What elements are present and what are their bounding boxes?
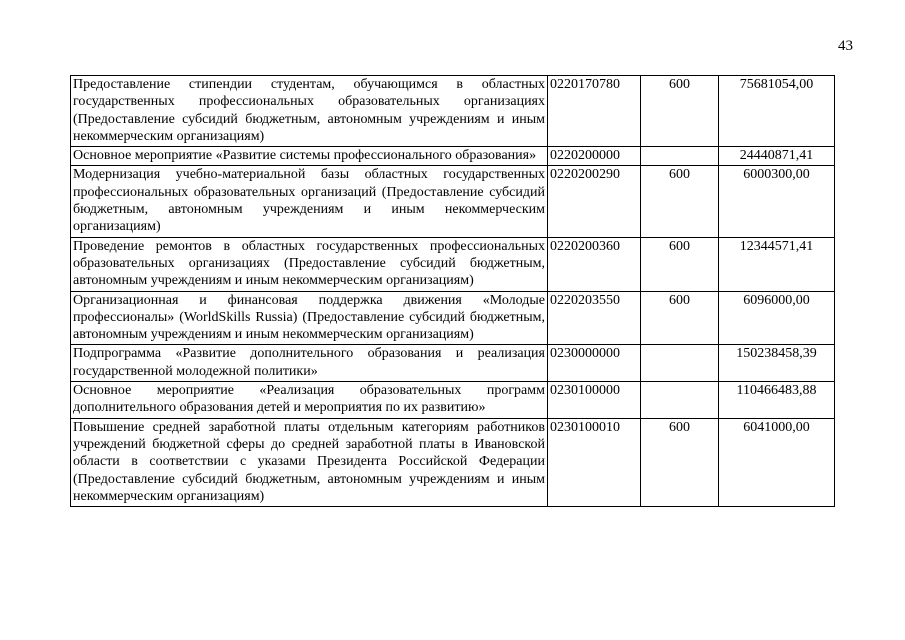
row-target-code: 0220170780 bbox=[548, 76, 641, 147]
row-description: Предоставление стипендии студентам, обучающимся в областных государственных профессиональных образовательных организациях (Предоставление субсидий бюджетным, автономным учреждениям и иным некоммерческим организациям) bbox=[71, 76, 548, 147]
row-amount: 6041000,00 bbox=[719, 418, 835, 506]
table-row bbox=[71, 345, 835, 382]
table-row bbox=[71, 382, 835, 419]
row-target-code: 0220200000 bbox=[548, 147, 641, 166]
row-amount: 12344571,41 bbox=[719, 237, 835, 291]
table-row bbox=[71, 147, 835, 166]
row-description: Проведение ремонтов в областных государственных профессиональных образовательных организациях (Предоставление субсидий бюджетным, автономным учреждениям и иным некоммерческим организациям) bbox=[71, 237, 548, 291]
budget-table bbox=[70, 75, 835, 507]
row-expense-type bbox=[641, 345, 719, 382]
page-number: 43 bbox=[838, 38, 853, 54]
row-target-code: 0220200360 bbox=[548, 237, 641, 291]
row-expense-type: 600 bbox=[641, 291, 719, 345]
row-description: Основное мероприятие «Реализация образовательных программ дополнительного образования детей и мероприятия по их развитию» bbox=[71, 382, 548, 419]
row-description: Модернизация учебно-материальной базы областных государственных профессиональных образовательных организаций (Предоставление субсидий бюджетным, автономным учреждениям и иным некоммерческим организациям) bbox=[71, 166, 548, 237]
row-expense-type: 600 bbox=[641, 166, 719, 237]
row-description: Подпрограмма «Развитие дополнительного образования и реализация государственной молодежной политики» bbox=[71, 345, 548, 382]
table-row bbox=[71, 237, 835, 291]
row-amount: 6000300,00 bbox=[719, 166, 835, 237]
table-row bbox=[71, 166, 835, 237]
row-amount: 110466483,88 bbox=[719, 382, 835, 419]
row-target-code: 0230100000 bbox=[548, 382, 641, 419]
row-description: Повышение средней заработной платы отдельным категориям работников учреждений бюджетной сферы до средней заработной платы в Ивановской области в соответствии с указами Президента Российской Федерации (Предоставление субсидий бюджетным, автономным учреждениям и иным некоммерческим организациям) bbox=[71, 418, 548, 506]
row-description: Основное мероприятие «Развитие системы профессионального образования» bbox=[71, 147, 548, 166]
row-expense-type: 600 bbox=[641, 237, 719, 291]
row-expense-type: 600 bbox=[641, 418, 719, 506]
table-row bbox=[71, 76, 835, 147]
row-expense-type bbox=[641, 147, 719, 166]
row-target-code: 0230100010 bbox=[548, 418, 641, 506]
row-target-code: 0230000000 bbox=[548, 345, 641, 382]
table-row bbox=[71, 418, 835, 506]
row-amount: 75681054,00 bbox=[719, 76, 835, 147]
row-expense-type bbox=[641, 382, 719, 419]
row-amount: 24440871,41 bbox=[719, 147, 835, 166]
row-target-code: 0220200290 bbox=[548, 166, 641, 237]
row-target-code: 0220203550 bbox=[548, 291, 641, 345]
table-row bbox=[71, 291, 835, 345]
row-expense-type: 600 bbox=[641, 76, 719, 147]
row-amount: 150238458,39 bbox=[719, 345, 835, 382]
row-description: Организационная и финансовая поддержка движения «Молодые профессионалы» (WorldSkills Russia) (Предоставление субсидий бюджетным, автономным учреждениям и иным некоммерческим организациям) bbox=[71, 291, 548, 345]
row-amount: 6096000,00 bbox=[719, 291, 835, 345]
